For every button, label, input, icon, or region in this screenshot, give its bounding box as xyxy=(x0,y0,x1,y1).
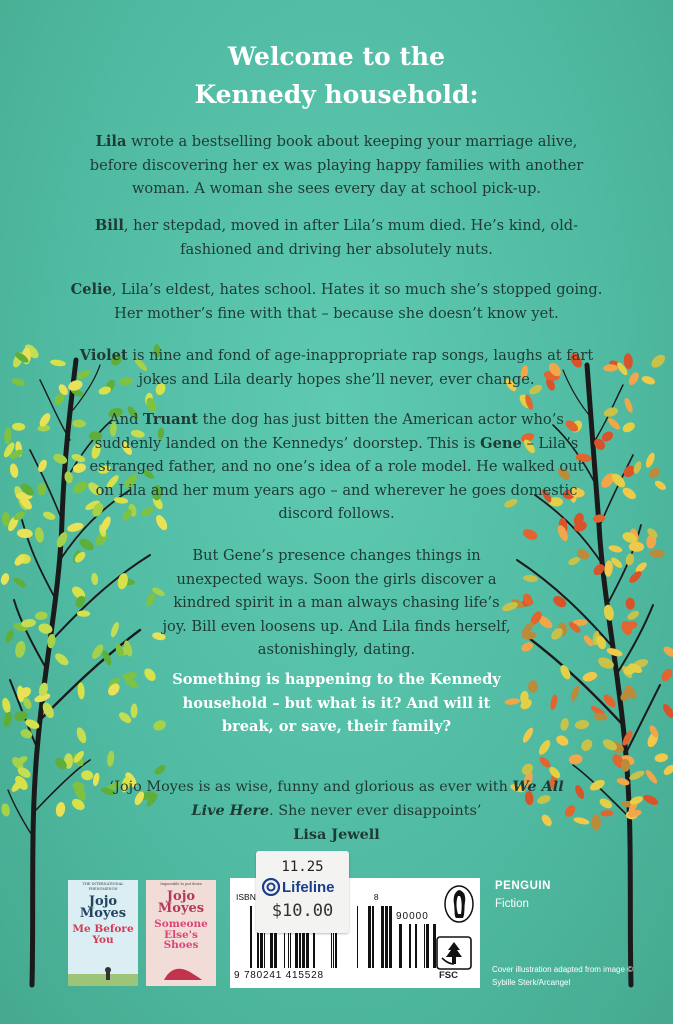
teaser-question: Something is happening to the Kennedy household – but what is it? And will it break, or save, their family? xyxy=(172,671,501,735)
barcode-bar xyxy=(389,906,392,968)
leaf xyxy=(9,463,20,479)
blurb-paragraph-violet xyxy=(70,344,603,391)
leaf xyxy=(14,640,27,658)
leaf xyxy=(35,611,48,620)
leaf xyxy=(659,667,673,683)
leaf xyxy=(75,726,88,744)
leaf xyxy=(628,769,646,782)
leaf xyxy=(34,527,45,544)
blurb-paragraph-gene xyxy=(160,544,513,662)
leaf xyxy=(37,483,46,496)
leaf xyxy=(574,719,590,730)
barcode-bar xyxy=(415,924,417,968)
book-title: Me Before You xyxy=(72,923,134,946)
quoted-book-title: We All Live Here xyxy=(191,778,564,819)
barcode-bar xyxy=(424,924,425,968)
leaf xyxy=(601,692,617,709)
penguin-logo-icon xyxy=(443,884,475,924)
leaf xyxy=(122,671,138,680)
leaf xyxy=(641,375,657,387)
leaf xyxy=(1,697,12,714)
fsc-logo-icon xyxy=(436,936,472,970)
leaf xyxy=(145,592,157,608)
leaf xyxy=(567,556,581,567)
leaf xyxy=(573,816,590,826)
blurb-paragraph-bill xyxy=(70,214,603,261)
barcode-bar xyxy=(381,906,384,968)
leaf xyxy=(81,770,94,781)
leaf xyxy=(109,621,120,638)
sticker-brand: Lifeline xyxy=(282,879,335,896)
leaf xyxy=(142,666,158,683)
publisher-series: Fiction xyxy=(495,898,529,910)
leaf xyxy=(559,717,569,731)
cover-credit: Cover illustration adapted from image © Sybille Sterk/Arcangel xyxy=(492,965,634,987)
truant-text-2: – Lila’s estranged father, and no one’s idea of a role model. He walked out on Lila and her mum years ago – and wherever he goes domestic discord follows. xyxy=(89,434,584,522)
leaf xyxy=(554,733,570,748)
leaf xyxy=(106,750,115,767)
gene-text: But Gene’s presence changes things in unexpected ways. Soon the girls discover a kindred spirit in a man always chasing life’s joy. Bill even loosens up. And Lila finds herself, astonishingly, dating. xyxy=(162,547,511,658)
price-sticker xyxy=(256,851,349,933)
leaf xyxy=(603,406,620,419)
leaf xyxy=(549,694,558,711)
leaf xyxy=(42,510,57,521)
fsc-label: FSC xyxy=(439,970,458,981)
leaf xyxy=(653,479,667,492)
truant-pre: And xyxy=(109,411,144,428)
leaf xyxy=(623,397,634,414)
leaf xyxy=(573,784,586,800)
leaf xyxy=(608,544,623,554)
shoe-art-icon xyxy=(146,962,216,986)
leaf xyxy=(77,682,85,699)
leaf xyxy=(591,814,601,830)
leaf xyxy=(627,371,641,387)
leaf xyxy=(91,573,99,586)
book-cover-art-icon xyxy=(68,956,138,986)
leaf xyxy=(77,610,90,617)
price-code-text: 90000 xyxy=(396,911,429,922)
barcode-bar xyxy=(409,924,411,968)
blurb-paragraph-truant xyxy=(84,408,589,526)
leaf xyxy=(621,420,637,434)
publisher-name: PENGUIN xyxy=(495,880,551,892)
reviewer-name: Lisa Jewell xyxy=(293,826,380,843)
barcode-bar xyxy=(368,906,371,968)
name-bill: Bill xyxy=(94,217,124,234)
leaf xyxy=(50,359,67,368)
book-title: Someone Else's Shoes xyxy=(154,918,208,951)
leaf xyxy=(0,572,10,586)
leaf xyxy=(116,572,129,590)
price-barcode xyxy=(396,924,436,968)
review-quote xyxy=(100,775,573,847)
leaf xyxy=(53,651,71,667)
barcode-bar xyxy=(250,906,252,968)
leaf xyxy=(130,703,138,718)
leaf xyxy=(644,452,656,469)
leaf xyxy=(647,465,662,480)
name-celie: Celie xyxy=(70,281,112,298)
book-tagline: THE INTERNATIONAL PHENOMENON xyxy=(82,882,124,891)
leaf xyxy=(642,793,660,807)
leaf xyxy=(621,485,638,501)
leaf xyxy=(19,728,33,740)
blurb-paragraph-lila xyxy=(70,130,603,201)
leaf xyxy=(606,416,621,431)
leaf xyxy=(4,427,12,444)
leaf xyxy=(626,609,641,622)
cover-heading xyxy=(0,38,673,114)
leaf xyxy=(654,752,669,763)
leaf xyxy=(600,810,613,817)
leaf xyxy=(593,712,607,721)
leaf xyxy=(521,726,535,744)
lifeline-logo-icon xyxy=(262,878,280,896)
leaf xyxy=(17,528,33,538)
leaf xyxy=(649,352,667,370)
publisher-imprint xyxy=(495,877,551,913)
heading-line-2: Kennedy household: xyxy=(194,80,479,109)
leaf xyxy=(650,550,665,558)
barcode-bar xyxy=(426,924,429,968)
leaf xyxy=(625,597,635,610)
leaf xyxy=(537,738,553,756)
leaf xyxy=(625,553,636,567)
leaf xyxy=(662,645,673,659)
sticker-price-top: 11.25 xyxy=(281,859,324,875)
leaf xyxy=(12,423,25,431)
leaf xyxy=(644,768,659,785)
name-violet: Violet xyxy=(79,347,128,364)
other-book-someone-elses-shoes xyxy=(146,880,216,986)
barcode-bar xyxy=(385,906,388,968)
leaf xyxy=(662,763,673,777)
isbn-tail: 8 xyxy=(373,892,379,902)
leaf xyxy=(521,527,539,542)
leaf xyxy=(603,604,615,622)
bill-text: , her stepdad, moved in after Lila’s mum died. He’s kind, old-fashioned and driving her absolutely nuts. xyxy=(123,217,579,258)
barcode-number: 9 780241 415528 xyxy=(234,970,324,981)
name-lila: Lila xyxy=(95,133,127,150)
leaf xyxy=(570,684,581,702)
barcode-bar xyxy=(399,924,402,968)
other-book-me-before-you xyxy=(68,880,138,986)
leaf xyxy=(2,711,14,728)
celie-text: , Lila’s eldest, hates school. Hates it so much she’s stopped going. Her mother’s fine with that – because she doesn’t know yet. xyxy=(111,281,603,322)
sticker-brand-row xyxy=(262,878,344,897)
name-gene: Gene xyxy=(480,434,522,452)
truant-text: the dog has just bitten the American actor who’s suddenly landed on the Kennedys’ doorstep. This is xyxy=(94,411,564,452)
leaf xyxy=(556,524,570,543)
quote-close: . She never ever disappoints’ xyxy=(269,803,482,819)
leaf xyxy=(579,737,595,753)
blurb-paragraph-celie xyxy=(70,278,603,325)
leaf xyxy=(661,702,673,720)
leaf xyxy=(55,801,66,817)
isbn-prefix: ISBN xyxy=(236,892,256,902)
barcode-bar xyxy=(357,906,358,968)
book-author: Jojo Moyes xyxy=(79,894,127,921)
book-author: Jojo Moyes xyxy=(157,889,205,916)
leaf xyxy=(528,680,538,693)
leaf xyxy=(12,576,28,589)
book-tagline: Impossible to put down xyxy=(160,882,202,886)
leaf xyxy=(581,670,598,683)
barcode-bar xyxy=(372,906,374,968)
violet-text: is nine and fond of age-inappropriate rap songs, laughs at fart jokes and Lila dearly hopes she’ll never, ever change. xyxy=(127,347,594,388)
leaf xyxy=(523,574,539,583)
leaf xyxy=(11,377,26,388)
quote-open: ‘Jojo Moyes is as wise, funny and glorious as ever with xyxy=(109,779,513,795)
lila-text: wrote a bestselling book about keeping your marriage alive, before discovering her ex was playing happy families with another woman. A woman she sees every day at school pick-up. xyxy=(89,133,584,197)
heading-line-1: Welcome to the xyxy=(228,42,445,71)
leaf xyxy=(4,629,15,644)
leaf xyxy=(77,536,95,552)
leaf xyxy=(627,569,643,585)
name-truant: Truant xyxy=(143,411,198,428)
leaf xyxy=(520,640,535,653)
leaf xyxy=(568,753,583,765)
leaf xyxy=(0,803,11,817)
sticker-price-bottom: $10.00 xyxy=(271,901,334,921)
leaf xyxy=(551,594,568,610)
leaf xyxy=(629,542,645,553)
leaf xyxy=(55,531,70,550)
